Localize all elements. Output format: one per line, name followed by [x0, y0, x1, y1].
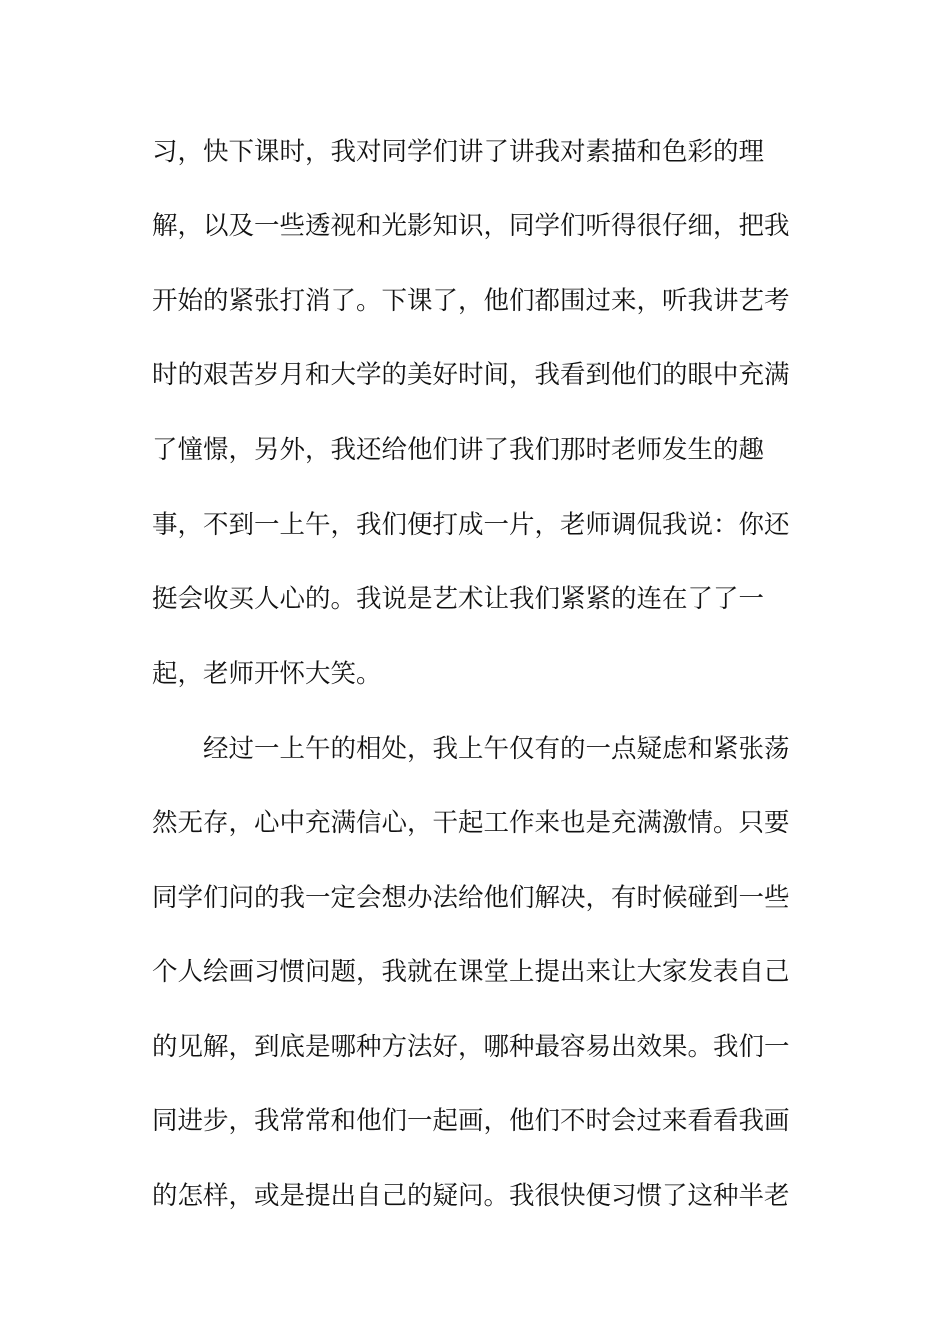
text-line: 挺会收买人心的。我说是艺术让我们紧紧的连在了了一	[152, 584, 765, 614]
text-line: 时的艰苦岁月和大学的美好时间，我看到他们的眼中充满	[152, 360, 790, 390]
text-line: 解，以及一些透视和光影知识，同学们听得很仔细，把我	[152, 211, 790, 241]
text-line: 同进步，我常常和他们一起画，他们不时会过来看看我画	[152, 1106, 790, 1136]
text-line: 的怎样，或是提出自己的疑问。我很快便习惯了这种半老	[152, 1181, 790, 1211]
text-line: 开始的紧张打消了。下课了，他们都围过来，听我讲艺考	[152, 286, 790, 316]
text-line: 的见解，到底是哪种方法好，哪种最容易出效果。我们一	[152, 1032, 790, 1062]
text-line: 同学们问的我一定会想办法给他们解决，有时候碰到一些	[152, 883, 790, 913]
text-line: 了憧憬，另外，我还给他们讲了我们那时老师发生的趣	[152, 435, 765, 465]
text-line: 习，快下课时，我对同学们讲了讲我对素描和色彩的理	[152, 137, 765, 167]
text-line: 起，老师开怀大笑。	[152, 659, 382, 689]
text-line: 事，不到一上午，我们便打成一片，老师调侃我说：你还	[152, 510, 790, 540]
text-line: 然无存，心中充满信心，干起工作来也是充满激情。只要	[152, 808, 790, 838]
paragraph-first-line: 经过一上午的相处，我上午仅有的一点疑虑和紧张荡	[203, 734, 790, 764]
text-line: 个人绘画习惯问题，我就在课堂上提出来让大家发表自己	[152, 957, 790, 987]
